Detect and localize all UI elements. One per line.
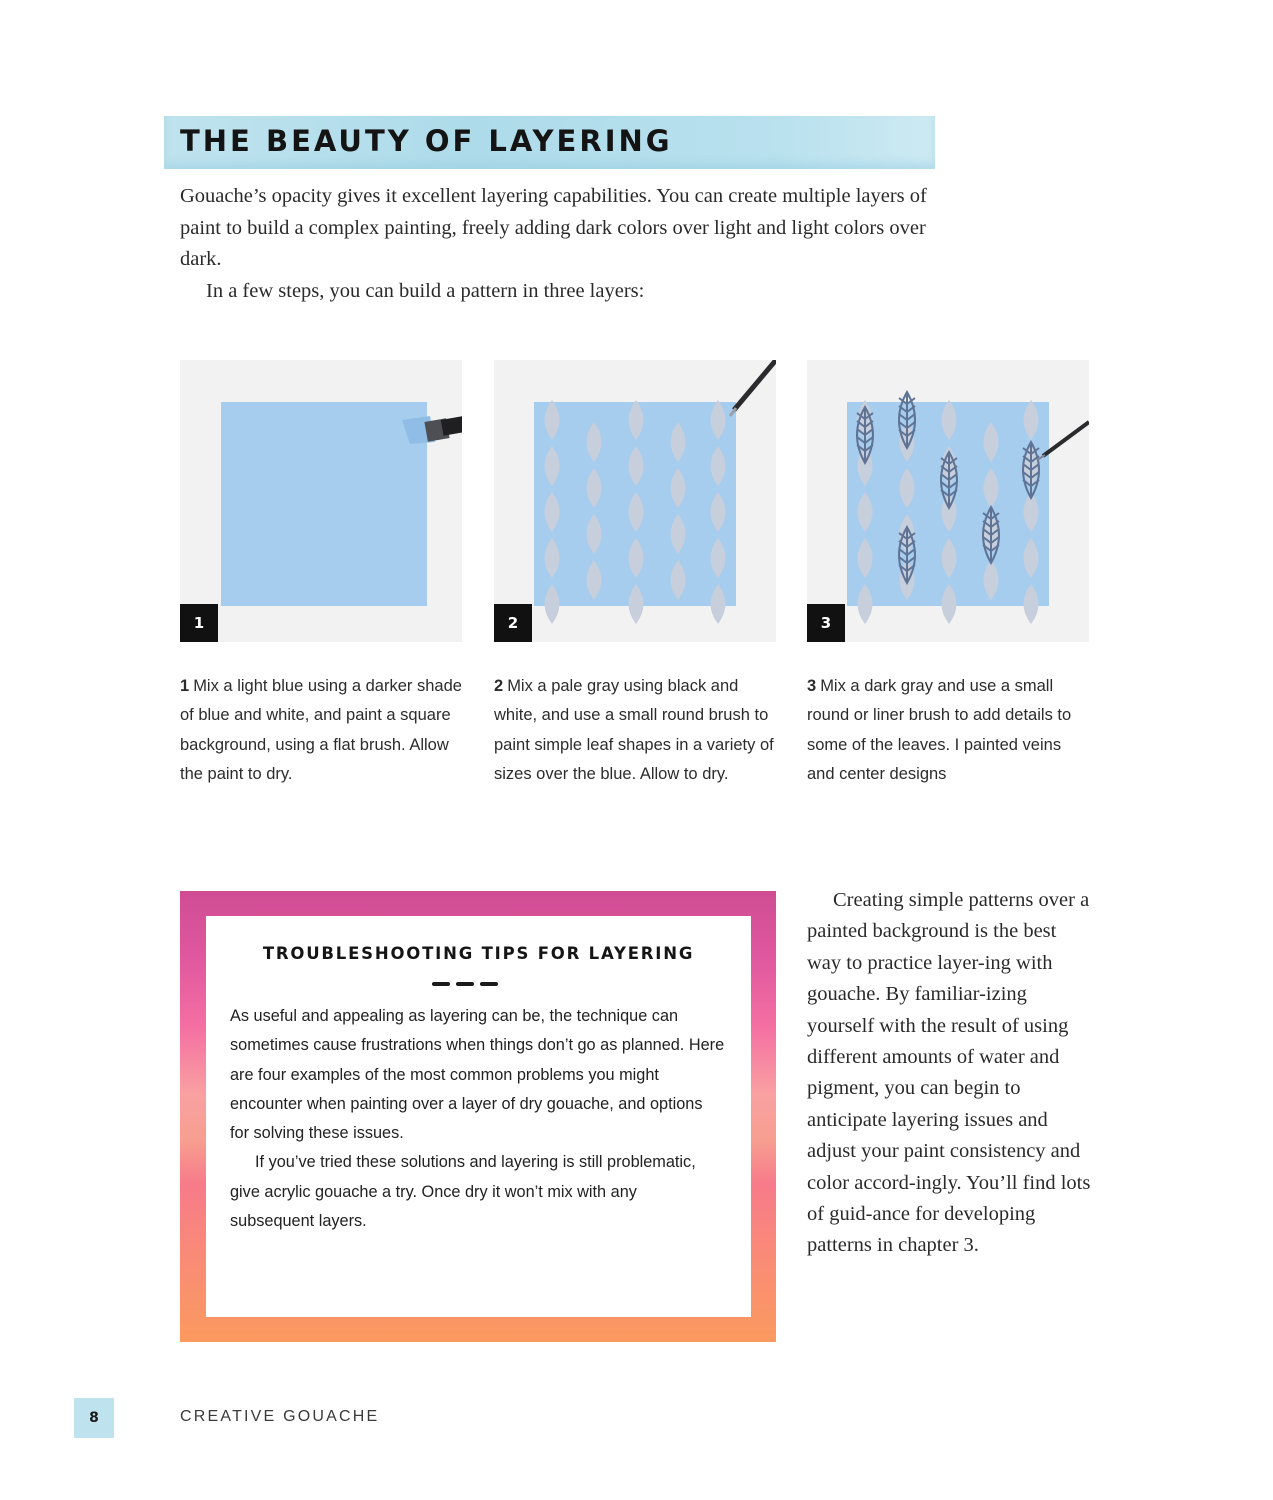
- step-2-caption-text: Mix a pale gray using black and white, and use a small round brush to paint simple leaf shapes in a variety of sizes over the blue. Allow to dry.: [494, 677, 774, 783]
- step-3-image: [807, 360, 1089, 642]
- tips-paragraph-2: If you’ve tried these solutions and layering is still problematic, give acrylic gouache a try. Once dry it won’t mix with any subsequent layers.: [230, 1153, 696, 1231]
- step-3-caption: [807, 672, 1092, 789]
- step-3-number: 3: [807, 604, 845, 642]
- side-column-text: Creating simple patterns over a painted background is the best way to practice layer-ing with gouache. By familiar-izing yourself with the result of using different amounts of water and pigment, you can begin to anticipate layering issues and adjust your paint consistency and color accord-ingly. You’ll find lots of guid-ance for developing patterns in chapter 3.: [807, 889, 1091, 1257]
- intro-text: [180, 181, 940, 307]
- intro-paragraph-2: In a few steps, you can build a pattern in three layers:: [206, 279, 645, 302]
- step-2-caption-number: 2: [494, 677, 504, 695]
- intro-paragraph-1: Gouache’s opacity gives it excellent layering capabilities. You can create multiple layers of paint to build a complex painting, freely adding dark colors over light and light colors over dark.: [180, 185, 927, 270]
- step-1-caption-number: 1: [180, 677, 190, 695]
- page-heading: THE BEAUTY OF LAYERING: [180, 124, 673, 158]
- running-head: CREATIVE GOUACHE: [180, 1408, 380, 1425]
- step-1-caption: [180, 672, 465, 789]
- step-3-caption-text: Mix a dark gray and use a small round or liner brush to add details to some of the leaves. I painted veins and center designs: [807, 677, 1072, 783]
- step-1-image: [180, 360, 462, 642]
- tips-body: [230, 1002, 725, 1236]
- step-1-number: 1: [180, 604, 218, 642]
- tips-title: TROUBLESHOOTING TIPS FOR LAYERING: [262, 944, 695, 963]
- page-number: 8: [74, 1398, 114, 1438]
- step-3-caption-number: 3: [807, 677, 817, 695]
- tips-paragraph-1: As useful and appealing as layering can be, the technique can sometimes cause frustrations when things don’t go as planned. Here are four examples of the most common problems you might encounter when painting over a layer of dry gouache, and options for solving these issues.: [230, 1007, 725, 1143]
- step-2-number: 2: [494, 604, 532, 642]
- step-2-image: [494, 360, 776, 642]
- step-2-caption: [494, 672, 779, 789]
- tips-divider-dashes: [432, 981, 498, 987]
- step-1-caption-text: Mix a light blue using a darker shade of blue and white, and paint a square background, using a flat brush. Allow the paint to dry.: [180, 677, 462, 783]
